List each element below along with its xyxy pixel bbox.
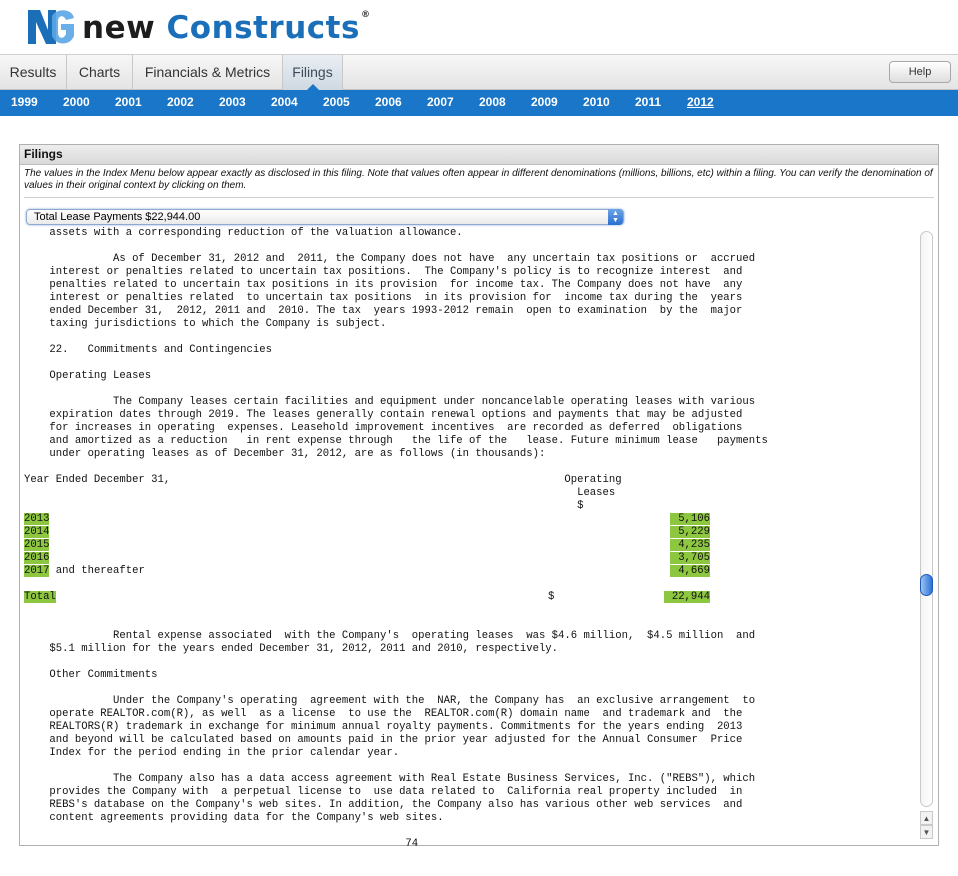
filing-document <box>21 227 917 850</box>
help-button[interactable]: Help <box>889 61 951 83</box>
doc-line: for increases in operating expenses. Leasehold improvement incentives are recorded as deferred obligations <box>24 422 743 434</box>
lease-total-label[interactable]: Total <box>24 591 56 603</box>
lease-amount[interactable]: 3,705 <box>670 552 710 564</box>
panel-note: The values in the Index Menu below appear exactly as disclosed in this filing. Note that values often appear in different denominations (millions, billions, etc) within a filing. You can verify the denomination of values in their original context by clicking on them. <box>24 168 933 191</box>
registered-mark: ® <box>360 10 371 20</box>
brand-name-part1: new <box>82 10 156 46</box>
doc-line: As of December 31, 2012 and 2011, the Company does not have any uncertain tax positions or accrued <box>24 253 756 265</box>
lease-total-row <box>24 591 710 603</box>
doc-line: REALTORS(R) trademark in exchange for minimum annual royalty payments. Commitments for the years ending 2013 <box>24 721 743 733</box>
lease-year[interactable]: 2015 <box>24 539 50 551</box>
lease-table-row <box>24 552 710 564</box>
logo-mark-icon <box>26 6 76 48</box>
brand-logo[interactable] <box>26 6 370 48</box>
panel-title: Filings <box>20 145 938 165</box>
tab-filings-label: Filings <box>292 64 333 80</box>
doc-line: $5.1 million for the years ended December 31, 2012, 2011 and 2010, respectively. <box>24 643 559 655</box>
doc-line: Leases <box>24 487 616 499</box>
lease-amount[interactable]: 5,106 <box>670 513 710 525</box>
year-link[interactable]: 2010 <box>583 95 610 109</box>
year-link[interactable]: 2000 <box>63 95 90 109</box>
doc-line: provides the Company with a perpetual license to use data related to California real property included in <box>24 786 743 798</box>
tab-filings[interactable] <box>283 55 343 90</box>
doc-line: Under the Company's operating agreement with the NAR, the Company has an exclusive arrangement to <box>24 695 756 707</box>
doc-line: operate REALTOR.com(R), as well as a license to use the REALTOR.com(R) domain name and trademark and the <box>24 708 743 720</box>
filings-panel <box>19 144 939 850</box>
lease-year[interactable]: 2014 <box>24 526 50 538</box>
lease-table-row <box>24 539 710 551</box>
doc-line: interest or penalties related to uncertain tax positions in its provision for income tax during the years <box>24 292 743 304</box>
brand-name-part2: Constructs <box>166 10 360 46</box>
lease-amount[interactable]: 5,229 <box>670 526 710 538</box>
divider <box>24 197 934 198</box>
doc-line: Operating Leases <box>24 370 152 382</box>
scrollbar-track[interactable] <box>920 231 933 807</box>
doc-line: 22. Commitments and Contingencies <box>24 344 272 356</box>
lease-table-row <box>24 513 710 525</box>
year-selector <box>0 90 958 116</box>
lease-year[interactable]: 2013 <box>24 513 50 525</box>
doc-line: interest or penalties related to uncertain tax positions. The Company's policy is to recognize interest and <box>24 266 743 278</box>
tab-results[interactable]: Results <box>0 55 67 90</box>
tab-financials-metrics[interactable]: Financials & Metrics <box>133 55 283 90</box>
doc-line: Index for the period ending in the prior calendar year. <box>24 747 400 759</box>
doc-line: REBS's database on the Company's web sites. In addition, the Company also has various other web services and <box>24 799 743 811</box>
year-link[interactable]: 2011 <box>635 95 662 109</box>
index-menu-select[interactable] <box>26 209 624 225</box>
doc-line: taxing jurisdictions to which the Company is subject. <box>24 318 387 330</box>
year-link[interactable]: 1999 <box>11 95 38 109</box>
doc-line: $ <box>24 500 584 512</box>
year-link[interactable]: 2004 <box>271 95 298 109</box>
year-link[interactable]: 2006 <box>375 95 402 109</box>
lease-year[interactable]: 2016 <box>24 552 50 564</box>
index-menu-value: Total Lease Payments $22,944.00 <box>34 211 201 223</box>
year-link[interactable]: 2009 <box>531 95 558 109</box>
select-arrows-icon: ▲ ▼ <box>608 209 623 225</box>
year-link[interactable]: 2007 <box>427 95 454 109</box>
doc-line: assets with a corresponding reduction of the valuation allowance. <box>24 227 463 239</box>
doc-line: Year Ended December 31, Operating <box>24 474 622 486</box>
doc-line: content agreements providing data for the Company's web sites. <box>24 812 444 824</box>
year-link[interactable]: 2005 <box>323 95 350 109</box>
lease-total-amount[interactable]: 22,944 <box>664 591 710 603</box>
year-link[interactable]: 2003 <box>219 95 246 109</box>
scroll-down-icon[interactable]: ▼ <box>920 825 933 839</box>
year-link[interactable]: 2008 <box>479 95 506 109</box>
doc-line: Other Commitments <box>24 669 158 681</box>
scrollbar[interactable] <box>920 227 934 841</box>
doc-line: expiration dates through 2019. The leases generally contain renewal options and payments that may be adjusted <box>24 409 743 421</box>
doc-line: under operating leases as of December 31, 2012, are as follows (in thousands): <box>24 448 546 460</box>
year-link-active[interactable]: 2012 <box>687 95 714 109</box>
year-link[interactable]: 2002 <box>167 95 194 109</box>
doc-line: Rental expense associated with the Company's operating leases was $4.6 million, $4.5 million and <box>24 630 756 642</box>
lease-table-row <box>24 526 710 538</box>
year-link[interactable]: 2001 <box>115 95 142 109</box>
main-tabs <box>0 54 958 90</box>
doc-line: ended December 31, 2012, 2011 and 2010. The tax years 1993-2012 remain open to examination by the major <box>24 305 743 317</box>
header <box>0 0 958 54</box>
lease-year-suffix: and thereafter <box>49 565 145 577</box>
lease-amount[interactable]: 4,235 <box>670 539 710 551</box>
doc-line: penalties related to uncertain tax positions in its provision for income tax. The Company does not have any <box>24 279 743 291</box>
scroll-up-icon[interactable]: ▲ <box>920 811 933 825</box>
brand-name <box>82 10 370 46</box>
doc-line: The Company leases certain facilities and equipment under noncancelable operating leases with various <box>24 396 756 408</box>
lease-year[interactable]: 2017 <box>24 565 50 577</box>
doc-line: and amortized as a reduction in rent expense through the life of the lease. Future minimum lease payments <box>24 435 768 447</box>
doc-line: The Company also has a data access agreement with Real Estate Business Services, Inc. ("REBS"), which <box>24 773 756 785</box>
doc-line: 74 <box>24 838 419 850</box>
scrollbar-thumb[interactable] <box>920 574 933 596</box>
lease-amount[interactable]: 4,669 <box>670 565 710 577</box>
lease-total-currency: $ <box>548 591 555 603</box>
doc-line: and beyond will be calculated based on amounts paid in the prior year adjusted for the Annual Consumer Price <box>24 734 743 746</box>
tab-charts[interactable]: Charts <box>67 55 133 90</box>
lease-table-row <box>24 565 710 577</box>
